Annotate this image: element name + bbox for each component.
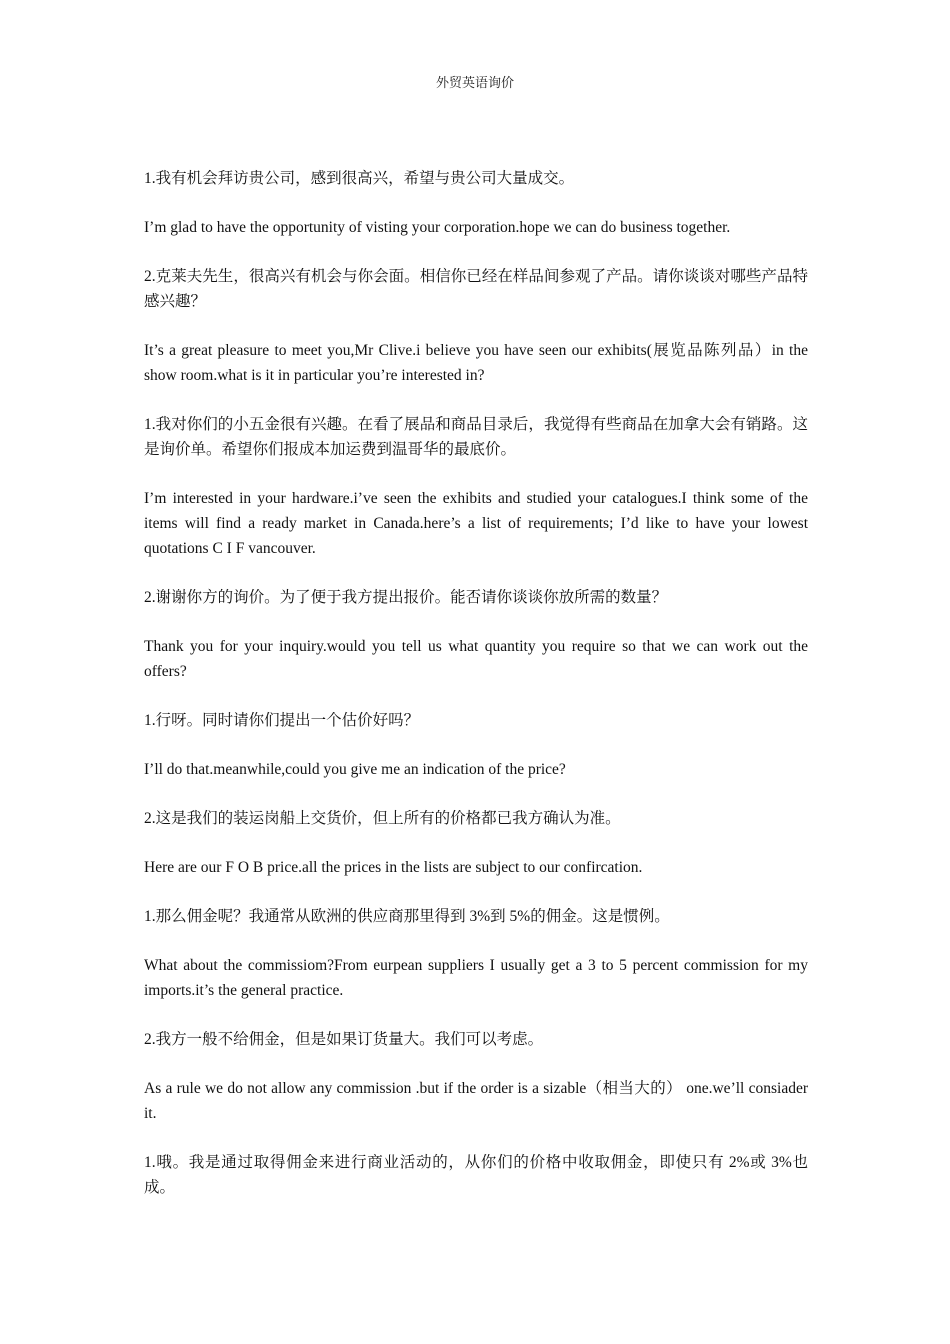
paragraph: What about the commissiom?From eurpean suppliers I usually get a 3 to 5 percent commission for my imports.it’s the general practice.: [144, 957, 808, 999]
paragraph: I’m interested in your hardware.i’ve seen the exhibits and studied your catalogues.I think some of the items will find a ready market in Canada.here’s a list of requirements; I’d like to have your lowest quotations C I F vancouver.: [144, 490, 808, 557]
paragraph: 1.我对你们的小五金很有兴趣。在看了展品和商品目录后，我觉得有些商品在加拿大会有销路。这是询价单。希望你们报成本加运费到温哥华的最底价。: [144, 416, 808, 458]
paragraph: 2.克莱夫先生，很高兴有机会与你会面。相信你已经在样品间参观了产品。请你谈谈对哪些产品特感兴趣？: [144, 268, 808, 310]
paragraph: 1.我有机会拜访贵公司，感到很高兴，希望与贵公司大量成交。: [144, 170, 575, 187]
paragraph: Here are our F O B price.all the prices in the lists are subject to our confircation.: [144, 859, 643, 876]
document-body: [144, 166, 808, 1224]
paragraph: I’m glad to have the opportunity of visting your corporation.hope we can do business together.: [144, 219, 731, 236]
paragraph: 2.我方一般不给佣金，但是如果订货量大。我们可以考虑。: [144, 1031, 544, 1048]
paragraph: Thank you for your inquiry.would you tell us what quantity you require so that we can work out the offers?: [144, 638, 808, 680]
paragraph: I’ll do that.meanwhile,could you give me an indication of the price?: [144, 761, 566, 778]
page-header: 外贸英语询价: [435, 75, 514, 90]
paragraph: As a rule we do not allow any commission .but if the order is a sizable（相当大的） one.we’ll consiader it.: [144, 1080, 808, 1122]
paragraph: 1.行呀。同时请你们提出一个估价好吗？: [144, 712, 420, 729]
paragraph: 1.哦。我是通过取得佣金来进行商业活动的，从你们的价格中收取佣金，即使只有 2%或 3%也成。: [144, 1154, 808, 1196]
paragraph: 2.谢谢你方的询价。为了便于我方提出报价。能否请你谈谈你放所需的数量？: [144, 589, 668, 606]
paragraph: 2.这是我们的装运岗船上交货价，但上所有的价格都已我方确认为准。: [144, 810, 621, 827]
paragraph: It’s a great pleasure to meet you,Mr Clive.i believe you have seen our exhibits(展览品陈列品）in the show room.what is it in particular you’re interested in?: [144, 342, 808, 384]
paragraph: 1.那么佣金呢？我通常从欧洲的供应商那里得到 3%到 5%的佣金。这是惯例。: [144, 908, 670, 925]
